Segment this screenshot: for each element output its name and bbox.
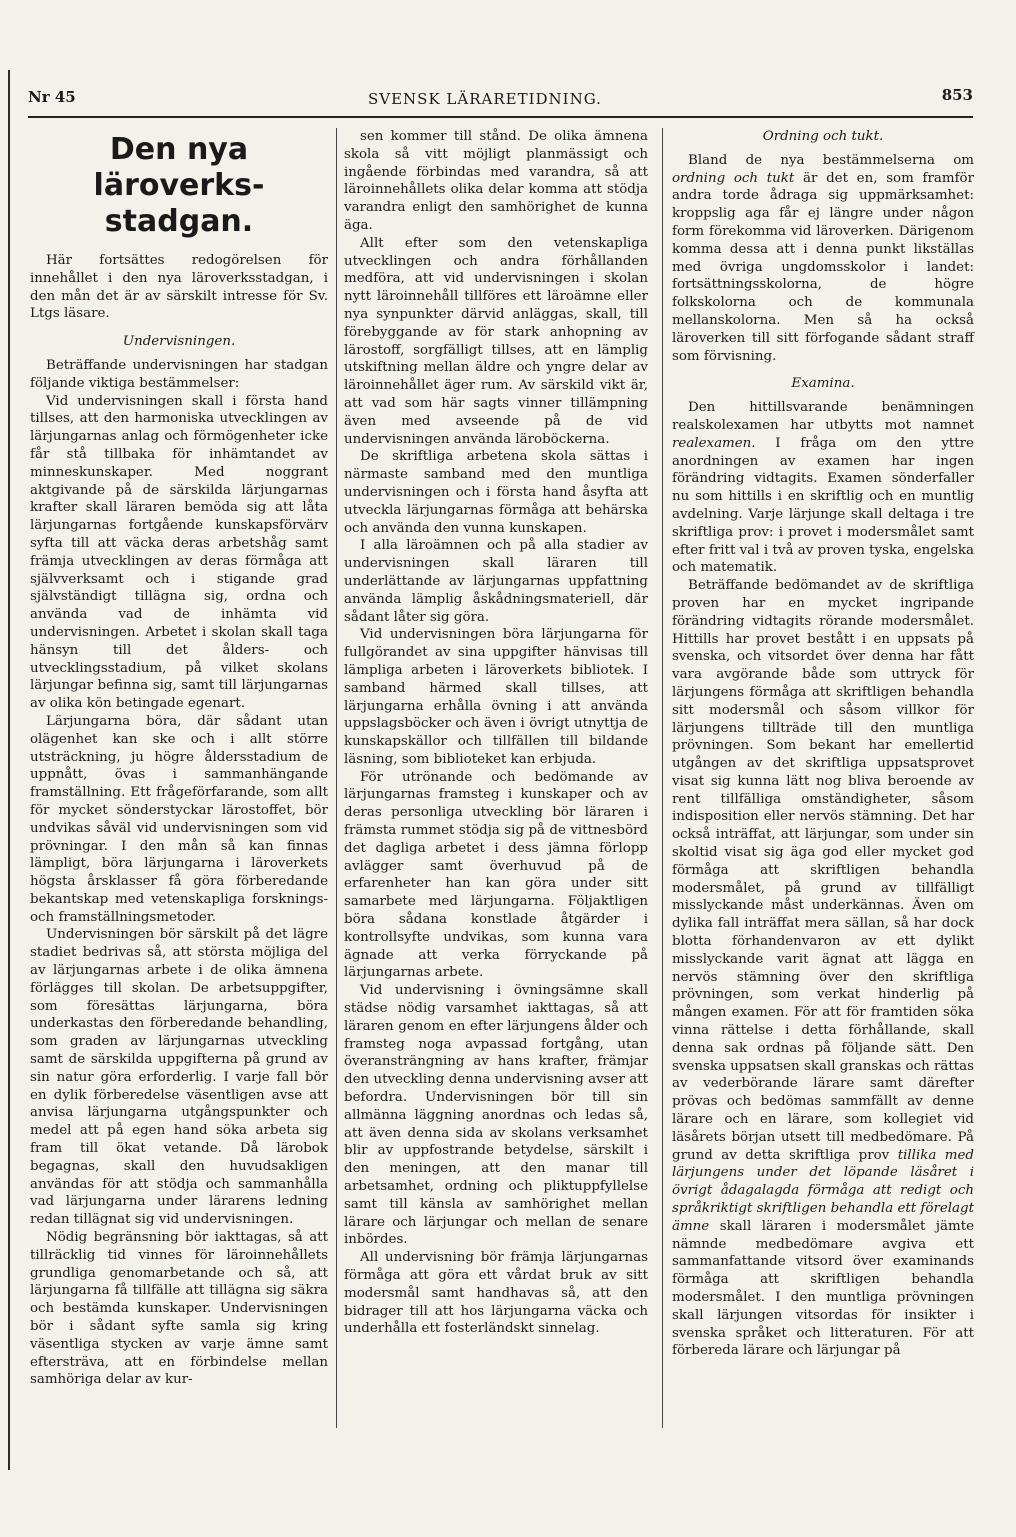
paragraph: [672, 399, 974, 577]
text-run: Beträffande bedömandet av de skriftliga proven har en mycket ingripande förändring vidtagits rörande modersmålet. Hittills har provet bestått i en uppsats på svenska, och vitsordet över denna har fått vara avgörande både som uttryck för lärjungens förmåga att skriftligen behandla sitt modersmål och såsom villkor för lärjungens tillträde till den muntliga prövningen. Som bekant har emellertid utgången av det skriftliga uppsatsprovet visat sig kunna lätt nog bliva beroende av rent tillfälliga omständigheter, såsom indisposition eller nervös stämning. Det har också inträffat, att lärjungar, som under sin skoltid visat sig äga god eller mycket god förmåga att skriftligen behandla modersmålet, på grund av tillfälligt misslyckande måst underkännas. Även om dylika fall inträffat mera sällan, så har dock blotta förhandenvaron av ett dylikt misslyckande varit ägnat att lägga en nervös stämning över den skriftliga prövningen, som verkat hinderlig på mången examen. För att för framtiden söka vinna rättelse i detta förhållande, skall denna sak ordnas på följande sätt. Den svenska uppsatsen skall granskas och rättas av vederbörande lärare samt därefter prövas och bedömas sammfällt av denne lärare och en lärare, som kollegiet vid läsårets början utsett till medbedömare. På grund av detta skriftliga prov: [672, 578, 974, 1163]
paragraph: sen kommer till stånd. De olika ämnena skola så vitt möjligt planmässigt och ingående förbindas med varandra, så att läroinnehållets olika delar komma att stödja varandra enligt den samhörighet de kunna äga.: [344, 129, 648, 233]
text-run: Bland de nya bestämmelserna om: [688, 152, 974, 168]
issue-number: Nr 45: [28, 88, 76, 106]
column-2-body: [344, 128, 648, 1338]
column-1: [30, 128, 328, 1389]
article-title: Den nya läroverks-stadgan.: [93, 132, 265, 239]
column-2: [344, 128, 648, 1338]
text-run: är det en, som framför andra torde ådraga sig uppmärksamhet: kroppslig aga får ej längre under någon form förekomma vid läroverken. Därigenom komma dessa att i denna punkt likställas med övriga ungdomsskolor i landet: fortsättningsskolorna, de högre folkskolorna och de kommunala mellanskolorna. Men så ha också läroverken till sitt förfogande sådant straff som förvisning.: [672, 170, 974, 364]
paragraph: All undervisning bör främja lärjungarnas förmåga att göra ett vårdat bruk av sitt modersmål samt handhavas så, att den bidrager till att hos lärjungarna väcka och underhålla ett fosterländskt sinnelag.: [344, 1250, 648, 1337]
section-heading: Ordning och tukt.: [762, 129, 884, 144]
text-run: skall läraren i modersmålet jämte nämnde medbedömare avgiva ett sammanfattande vitsord över examinands förmåga att skriftligen behandla modersmålet. I den muntliga prövningen skall lärjungen vitsordas för insikter i svenska språket och litteraturen. För att förbereda lärare och lärjungar på: [672, 1218, 974, 1359]
paragraph: Vid undervisningen böra lärjungarna för fullgörandet av sina uppgifter hänvisas till lämpliga arbeten i läroverkets bibliotek. I samband härmed skall tillses, att lärjungarna erhålla övning i att använda uppslagsböcker och även i övrigt utnyttja de kunskapskällor och tillfällen till bildande läsning, som biblioteket kan erbjuda.: [344, 627, 648, 767]
paragraph: Nödig begränsning bör iakttagas, så att tillräcklig tid vinnes för läroinnehållets grundliga genomarbetande och så, att lärjungarna få tillfälle att tillägna sig säkra och bestämda kunskaper. Undervisningen bör i sådant syfte samla sig kring väsentliga stycken av varje ämne samt eftersträva, att en förbindelse mellan samhöriga delar av kur-: [30, 1230, 328, 1388]
column-divider: [662, 128, 663, 1428]
paragraph: Undervisningen bör särskilt på det lägre stadiet bedrivas så, att största möjliga del av lärjungarnas arbete i de olika ämnena förlägges till skolan. De arbetsuppgifter, som föresättas lärjungarna, böra underkastas den förberedande behandling, som graden av lärjungarnas utveckling samt de särskilda uppgifterna på grund av sin natur göra erforderlig. I varje fall bör en dylik förberedelse väsentligen avse att anvisa lärjungarna utgångspunkter och medel att på egen hand söka arbeta sig fram till ökat vetande. Då lärobok begagnas, skall den huvudsakligen användas för att stödja och sammanhålla vad lärjungarna under lärarens ledning redan tillägnat sig vid undervisningen.: [30, 927, 328, 1228]
section-heading: Undervisningen.: [122, 334, 236, 350]
paragraph: Lärjungarna böra, där sådant utan olägenhet kan ske och i allt större utsträckning, ju högre åldersstadium de uppnått, övas i sammanhängande framställning. Ett frågeförfarande, som allt för mycket sönderstyckar lärostoffet, bör undvikas såväl vid undervisningen som vid prövningar. I den mån så kan finnas lämpligt, böra lärjungarna i läroverkets högsta årsklasser få göra förberedande bekantskap med vetenskapliga forsknings- och framställningsmetoder.: [30, 713, 328, 925]
paragraph: [672, 577, 974, 1360]
page-header: [28, 80, 973, 120]
paragraph: [672, 152, 974, 366]
paragraph: För utrönande och bedömande av lärjungarnas framsteg i kunskaper och av deras personliga utveckling bör läraren i främsta rummet stödja sig på de vittnesbörd det dagliga arbetet i dess jämna förlopp avlägger samt överhuvud på de erfarenheter han kan göra under sitt samarbete med lärjungarna. Följaktligen böra sådana konstlade åtgärder i kontrollsyfte undvikas, som kunna vara ägnade att verka förryckande på lärjungarnas arbete.: [344, 769, 648, 981]
emphasis: ordning och tukt: [672, 170, 795, 186]
column-divider: [336, 128, 337, 1428]
article-intro: Här fortsättes redogörelsen för innehållet i den nya läroverksstadgan, i den mån det är av särskilt intresse för Sv. Ltgs läsare.: [30, 253, 328, 322]
paragraph: Vid undervisning i övningsämne skall städse nödig varsamhet iakttagas, så att läraren genom en efter lärjungens ålder och framsteg noga avpassad fortgång, utan överansträngning av hans krafter, främjar den utveckling denna undervisning avser att befordra. Undervisningen bör till sin allmänna läggning anordnas och ledas så, att även denna sida av skolans verksamhet blir av uppfostrande betydelse, särskilt i den meningen, att den manar till arbetsamhet, ordning och pliktuppfyllelse samt till känsla av samhörighet mellan lärare och lärjungar och mellan de senare inbördes.: [344, 983, 648, 1248]
emphasis: realexamen.: [672, 435, 756, 451]
text-run: Den hittillsvarande benämningen realskolexamen har utbytts mot namnet: [672, 400, 974, 433]
section-heading: Examina.: [791, 376, 855, 392]
paragraph: Vid undervisningen skall i första hand tillses, att den harmoniska utvecklingen av lärjungarnas anlag och förmögenheter icke får stå tillbaka för inhämtandet av minneskunskaper. Med noggrant aktgivande på de särskilda lärjungarnas krafter skall läraren bemöda sig att låta lärjungarnas fortgående kunskapsförvärv syfta till att väcka deras arbetshåg samt främja utvecklingen av deras förmåga att självverksamt och i stigande grad självständigt tillägna sig, ordna och använda vad de inhämta vid undervisningen. Arbetet i skolan skall taga hänsyn till det ålders- och utvecklingsstadium, på vilket skolans lärjungar befinna sig, samt till lärjungarnas av olika kön betingade egenart.: [30, 393, 328, 712]
emphasis: tillika med lärjungens under det löpande läsåret i övrigt ådagalagda förmåga att redigt och språkriktigt skriftligen behandla ett förelagt ämne: [672, 1147, 975, 1234]
column-1-body: [30, 357, 328, 1389]
text-run: I fråga om den yttre anordningen av examen har ingen förändring vidtagits. Examen sönderfaller nu som hittills i en skriftlig och en muntlig avdelning. Varje lärjunge skall deltaga i tre skriftliga prov: i provet i modersmålet samt efter fritt val i två av proven tyska, engelska och matematik.: [672, 435, 974, 576]
paragraph: I alla läroämnen och på alla stadier av undervisningen skall läraren till underlättande av lärjungarnas uppfattning använda lämplig åskådningsmateriell, där sådant låter sig göra.: [344, 538, 648, 625]
journal-title: SVENSK LÄRARETIDNING.: [368, 90, 602, 108]
column-3: [672, 128, 974, 1360]
header-rule: [28, 116, 973, 118]
paragraph: Allt efter som den vetenskapliga utvecklingen och andra förhållanden medföra, att vid undervisningen i skolan nytt läroinnehåll tillföres ett läroämne eller nya synpunkter därvid anläggas, skall, till förebyggande av för stark anhopning av lärostoff, sorgfälligt tillses, att en lämplig utskiftning mellan äldre och yngre delar av läroinnehållet äger rum. Av särskild vikt är, att vad som här sagts vinner tillämpning även med avseende på de vid undervisningen använda läroböckerna.: [344, 235, 648, 447]
page-number: 853: [941, 86, 973, 104]
paragraph: De skriftliga arbetena skola sättas i närmaste samband med den muntliga undervisningen och i första hand åsyfta att utveckla lärjungarnas förmåga att behärska och använda den vunna kunskapen.: [344, 449, 648, 536]
paragraph: Beträffande undervisningen har stadgan följande viktiga bestämmelser:: [30, 357, 328, 391]
page-border: [8, 70, 10, 1470]
